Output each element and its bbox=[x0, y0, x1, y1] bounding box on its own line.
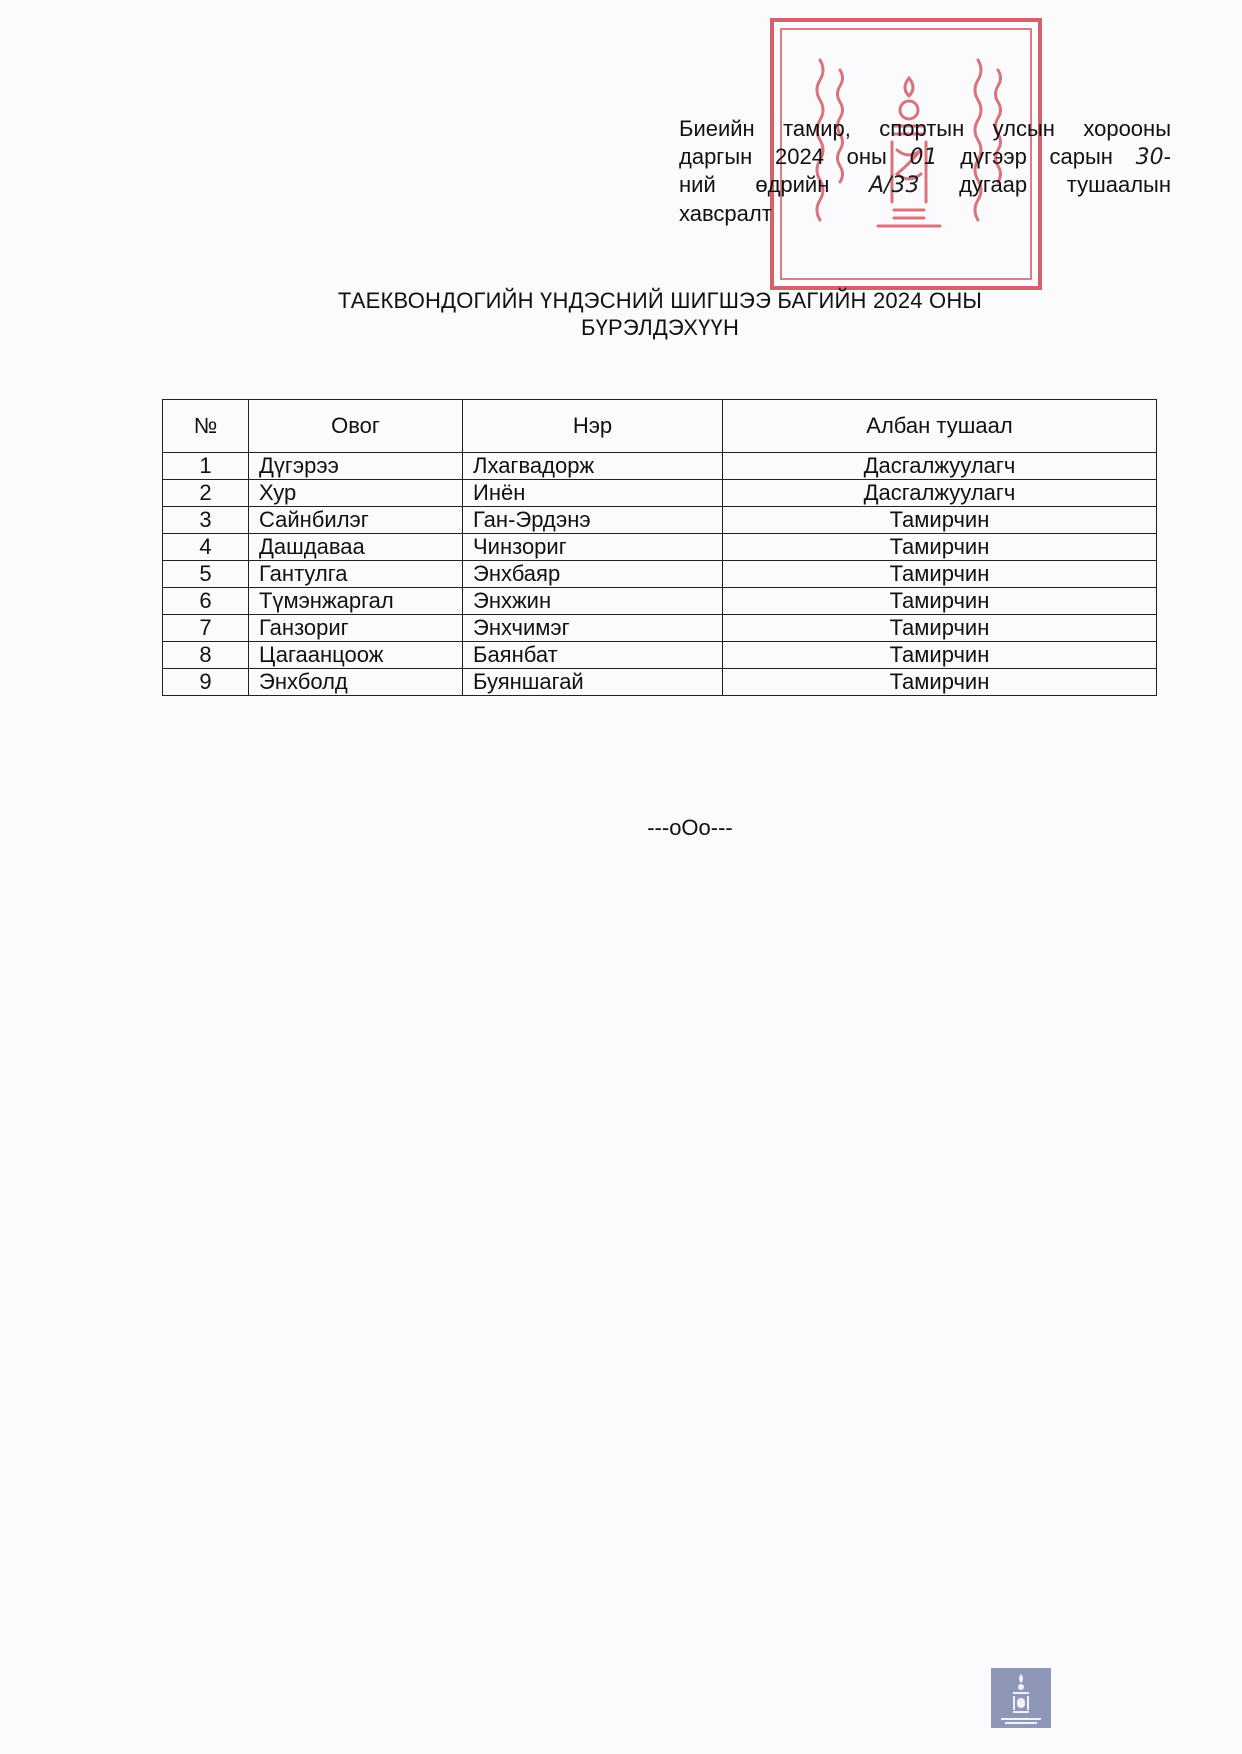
table-row bbox=[163, 669, 1157, 696]
table-header-row bbox=[163, 400, 1157, 453]
header-line-3: ний өдрийн A/33 дугаар тушаалын bbox=[679, 172, 1171, 198]
cell-surname: Дүгэрээ bbox=[249, 453, 463, 480]
cell-number: 2 bbox=[163, 480, 249, 507]
cell-position: Тамирчин bbox=[723, 669, 1157, 696]
cell-name: Энхчимэг bbox=[463, 615, 723, 642]
table-row bbox=[163, 642, 1157, 669]
cell-number: 7 bbox=[163, 615, 249, 642]
government-emblem-icon bbox=[991, 1668, 1051, 1728]
team-roster-table bbox=[162, 399, 1157, 696]
table-row bbox=[163, 507, 1157, 534]
cell-name: Инён bbox=[463, 480, 723, 507]
handwritten-month: 01 bbox=[909, 144, 938, 170]
handwritten-order-number: A/33 bbox=[868, 173, 920, 198]
table-row bbox=[163, 480, 1157, 507]
column-header-number: № bbox=[163, 400, 249, 453]
title-line-2: БҮРЭЛДЭХҮҮН bbox=[580, 315, 740, 340]
column-header-name: Нэр bbox=[463, 400, 723, 453]
cell-name: Энхбаяр bbox=[463, 561, 723, 588]
cell-position: Тамирчин bbox=[723, 588, 1157, 615]
appendix-header bbox=[679, 115, 1171, 227]
table-row bbox=[163, 561, 1157, 588]
header-line-4: хавсралт bbox=[679, 200, 772, 226]
cell-name: Баянбат bbox=[463, 642, 723, 669]
cell-position: Тамирчин bbox=[723, 534, 1157, 561]
cell-number: 3 bbox=[163, 507, 249, 534]
cell-position: Дасгалжуулагч bbox=[723, 480, 1157, 507]
cell-position: Тамирчин bbox=[723, 507, 1157, 534]
header-line-1: Биеийн тамир, спортын улсын хорооны bbox=[679, 116, 1171, 141]
cell-name: Ган-Эрдэнэ bbox=[463, 507, 723, 534]
cell-number: 9 bbox=[163, 669, 249, 696]
table-row bbox=[163, 453, 1157, 480]
cell-surname: Ганзориг bbox=[249, 615, 463, 642]
cell-name: Буяншагай bbox=[463, 669, 723, 696]
table-row bbox=[163, 615, 1157, 642]
cell-position: Тамирчин bbox=[723, 642, 1157, 669]
government-logo bbox=[991, 1668, 1051, 1728]
cell-number: 1 bbox=[163, 453, 249, 480]
cell-surname: Сайнбилэг bbox=[249, 507, 463, 534]
cell-surname: Хур bbox=[249, 480, 463, 507]
handwritten-day: 30 bbox=[1135, 144, 1164, 170]
cell-name: Энхжин bbox=[463, 588, 723, 615]
cell-number: 6 bbox=[163, 588, 249, 615]
cell-number: 8 bbox=[163, 642, 249, 669]
cell-surname: Цагаанцоож bbox=[249, 642, 463, 669]
column-header-surname: Овог bbox=[249, 400, 463, 453]
cell-surname: Энхболд bbox=[249, 669, 463, 696]
title-line-1: ТАЕКВОНДОГИЙН ҮНДЭСНИЙ ШИГШЭЭ БАГИЙН 2024 ОНЫ bbox=[337, 288, 983, 313]
cell-number: 5 bbox=[163, 561, 249, 588]
cell-position: Тамирчин bbox=[723, 561, 1157, 588]
document-title bbox=[260, 287, 1060, 341]
cell-position: Дасгалжуулагч bbox=[723, 453, 1157, 480]
cell-number: 4 bbox=[163, 534, 249, 561]
header-line-2: даргын 2024 оны 01 дүгээр сарын 30- bbox=[679, 143, 1171, 170]
cell-name: Чинзориг bbox=[463, 534, 723, 561]
cell-surname: Дашдаваа bbox=[249, 534, 463, 561]
table-row bbox=[163, 588, 1157, 615]
column-header-position: Албан тушаал bbox=[723, 400, 1157, 453]
cell-surname: Түмэнжаргал bbox=[249, 588, 463, 615]
table-row bbox=[163, 534, 1157, 561]
cell-surname: Гантулга bbox=[249, 561, 463, 588]
cell-name: Лхагвадорж bbox=[463, 453, 723, 480]
cell-position: Тамирчин bbox=[723, 615, 1157, 642]
document-end-mark: ---oOo--- bbox=[647, 815, 733, 840]
